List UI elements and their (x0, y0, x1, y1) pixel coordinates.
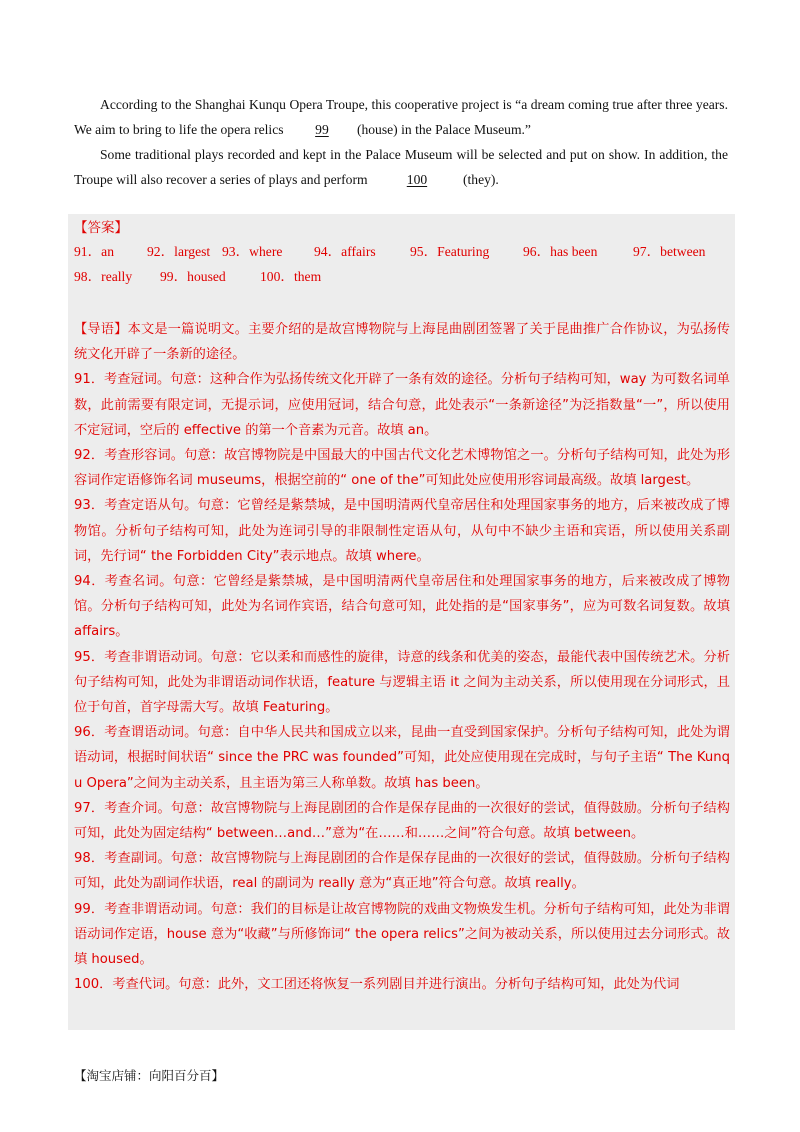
answer-item: 100．them (260, 269, 322, 284)
answer-item: 95．Featuring (410, 244, 490, 259)
explanation-98: 98．考查副词。句意：故宫博物院与上海昆剧团的合作是保存昆曲的一次很好的尝试，值得鼓励。分析句子结构可知，此处为副词作状语，real 的副词为 really 意为“真正地”符合句意。故填 really。 (74, 851, 730, 892)
passage-paragraph-2 (74, 142, 728, 192)
explanation-93: 93．考查定语从句。句意：它曾经是紫禁城，是中国明清两代皇帝居住和处理国家事务的地方，后来被改成了博物馆。分析句子结构可知，此处为连词引导的非限制性定语从句，从句中不缺少主语和宾语，所以使用关系副词，先行词“ the Forbidden City”表示地点。故填 where。 (74, 498, 730, 564)
answer-item: 91．an (74, 244, 115, 259)
explanation-97: 97．考查介词。句意：故宫博物院与上海昆剧团的合作是保存昆曲的一次很好的尝试，值得鼓励。分析句子结构可知，此处为固定结构“ between…and…”意为“在……和……之间”符合句意。故填 between。 (74, 800, 730, 842)
blank-100: 100 (406, 172, 428, 187)
explanation-99: 99．考查非谓语动词。句意：我们的目标是让故宫博物院的戏曲文物焕发生机。分析句子结构可知，此处为非谓语动词作定语，house 意为“收藏”与所修饰词“ the opera relics”之间为被动关系，所以使用过去分词形式。故填 housed。 (74, 901, 730, 968)
answer-row-1 (74, 241, 705, 263)
explanation-intro: 【导语】本文是一篇说明文。主要介绍的是故宫博物院与上海昆曲剧团签署了关于昆曲推广合作协议，为弘扬传统文化开辟了一条新的途径。 (74, 322, 730, 363)
explanation-96: 96．考查谓语动词。句意：自中华人民共和国成立以来，昆曲一直受到国家保护。分析句子结构可知，此处为谓语动词，根据时间状语“ since the PRC was founded”可知，此处应使用现在完成时，与句子主语“ The Kunqu Opera”之间为主动关系，且主语为第三人称单数。故填 has been。 (74, 725, 730, 791)
blank-99: 99 (315, 122, 329, 137)
reading-passage (74, 92, 728, 192)
answer-item: 92．largest (147, 244, 211, 259)
answer-item: 96．has been (523, 244, 598, 259)
explanation-list (74, 317, 730, 997)
explanation-91: 91．考查冠词。句意：这种合作为弘扬传统文化开辟了一条有效的途径。分析句子结构可知，way 为可数名词单数，此前需要有限定词，无提示词，应使用冠词，结合句意，此处表示“一条新途径”为泛指数量“一”，所以使用不定冠词，空后的 effective 的第一个音素为元音。故填 an。 (74, 372, 730, 438)
passage-text: According to the Shanghai Kunqu Opera Troupe, this cooperative project is “a dream coming true after three years. We aim to bring to life the opera relics (74, 97, 728, 137)
explanation-100: 100．考查代词。句意：此外，文工团还将恢复一系列剧目并进行演出。分析句子结构可知，此处为代词 (74, 977, 680, 993)
explanation-94: 94．考查名词。句意：它曾经是紫禁城，是中国明清两代皇帝居住和处理国家事务的地方，后来被改成了博物馆。分析句子结构可知，此处为名词作宾语，结合句意可知，此处指的是“国家事务”，应为可数名词复数。故填 affairs。 (74, 574, 730, 640)
passage-text: (house) in the Palace Museum.” (356, 122, 531, 137)
passage-paragraph-1 (74, 92, 728, 142)
explanation-95: 95．考查非谓语动词。句意：它以柔和而感性的旋律，诗意的线条和优美的姿态，最能代表中国传统艺术。分析句子结构可知，此处为非谓语动词作状语，feature 与逻辑主语 it 之间为主动关系，所以使用现在分词形式，且位于句首，首字母需大写。故填 Featuring。 (74, 649, 730, 716)
answer-section (68, 214, 735, 1030)
answer-row-2 (74, 266, 321, 288)
answer-item: 98．really (74, 269, 133, 284)
passage-text: Some traditional plays recorded and kept in the Palace Museum will be selected and put on show. In addition, the Troupe will also recover a series of plays and perform (74, 147, 728, 187)
answer-item: 99．housed (160, 269, 226, 284)
passage-text: (they). (462, 172, 499, 187)
shop-footer: 【淘宝店铺：向阳百分百】 (74, 1068, 225, 1083)
explanation-92: 92．考查形容词。句意：故宫博物院是中国最大的中国古代文化艺术博物馆之一。分析句子结构可知，此处为形容词作定语修饰名词 museums，根据空前的“ one of the”可知此处应使用形容词最高级。故填 largest。 (74, 448, 730, 489)
answer-item: 93．where (222, 244, 283, 259)
answer-item: 97．between (633, 244, 706, 259)
answer-heading: 【答案】 (74, 220, 128, 236)
answer-item: 94．affairs (314, 244, 376, 259)
